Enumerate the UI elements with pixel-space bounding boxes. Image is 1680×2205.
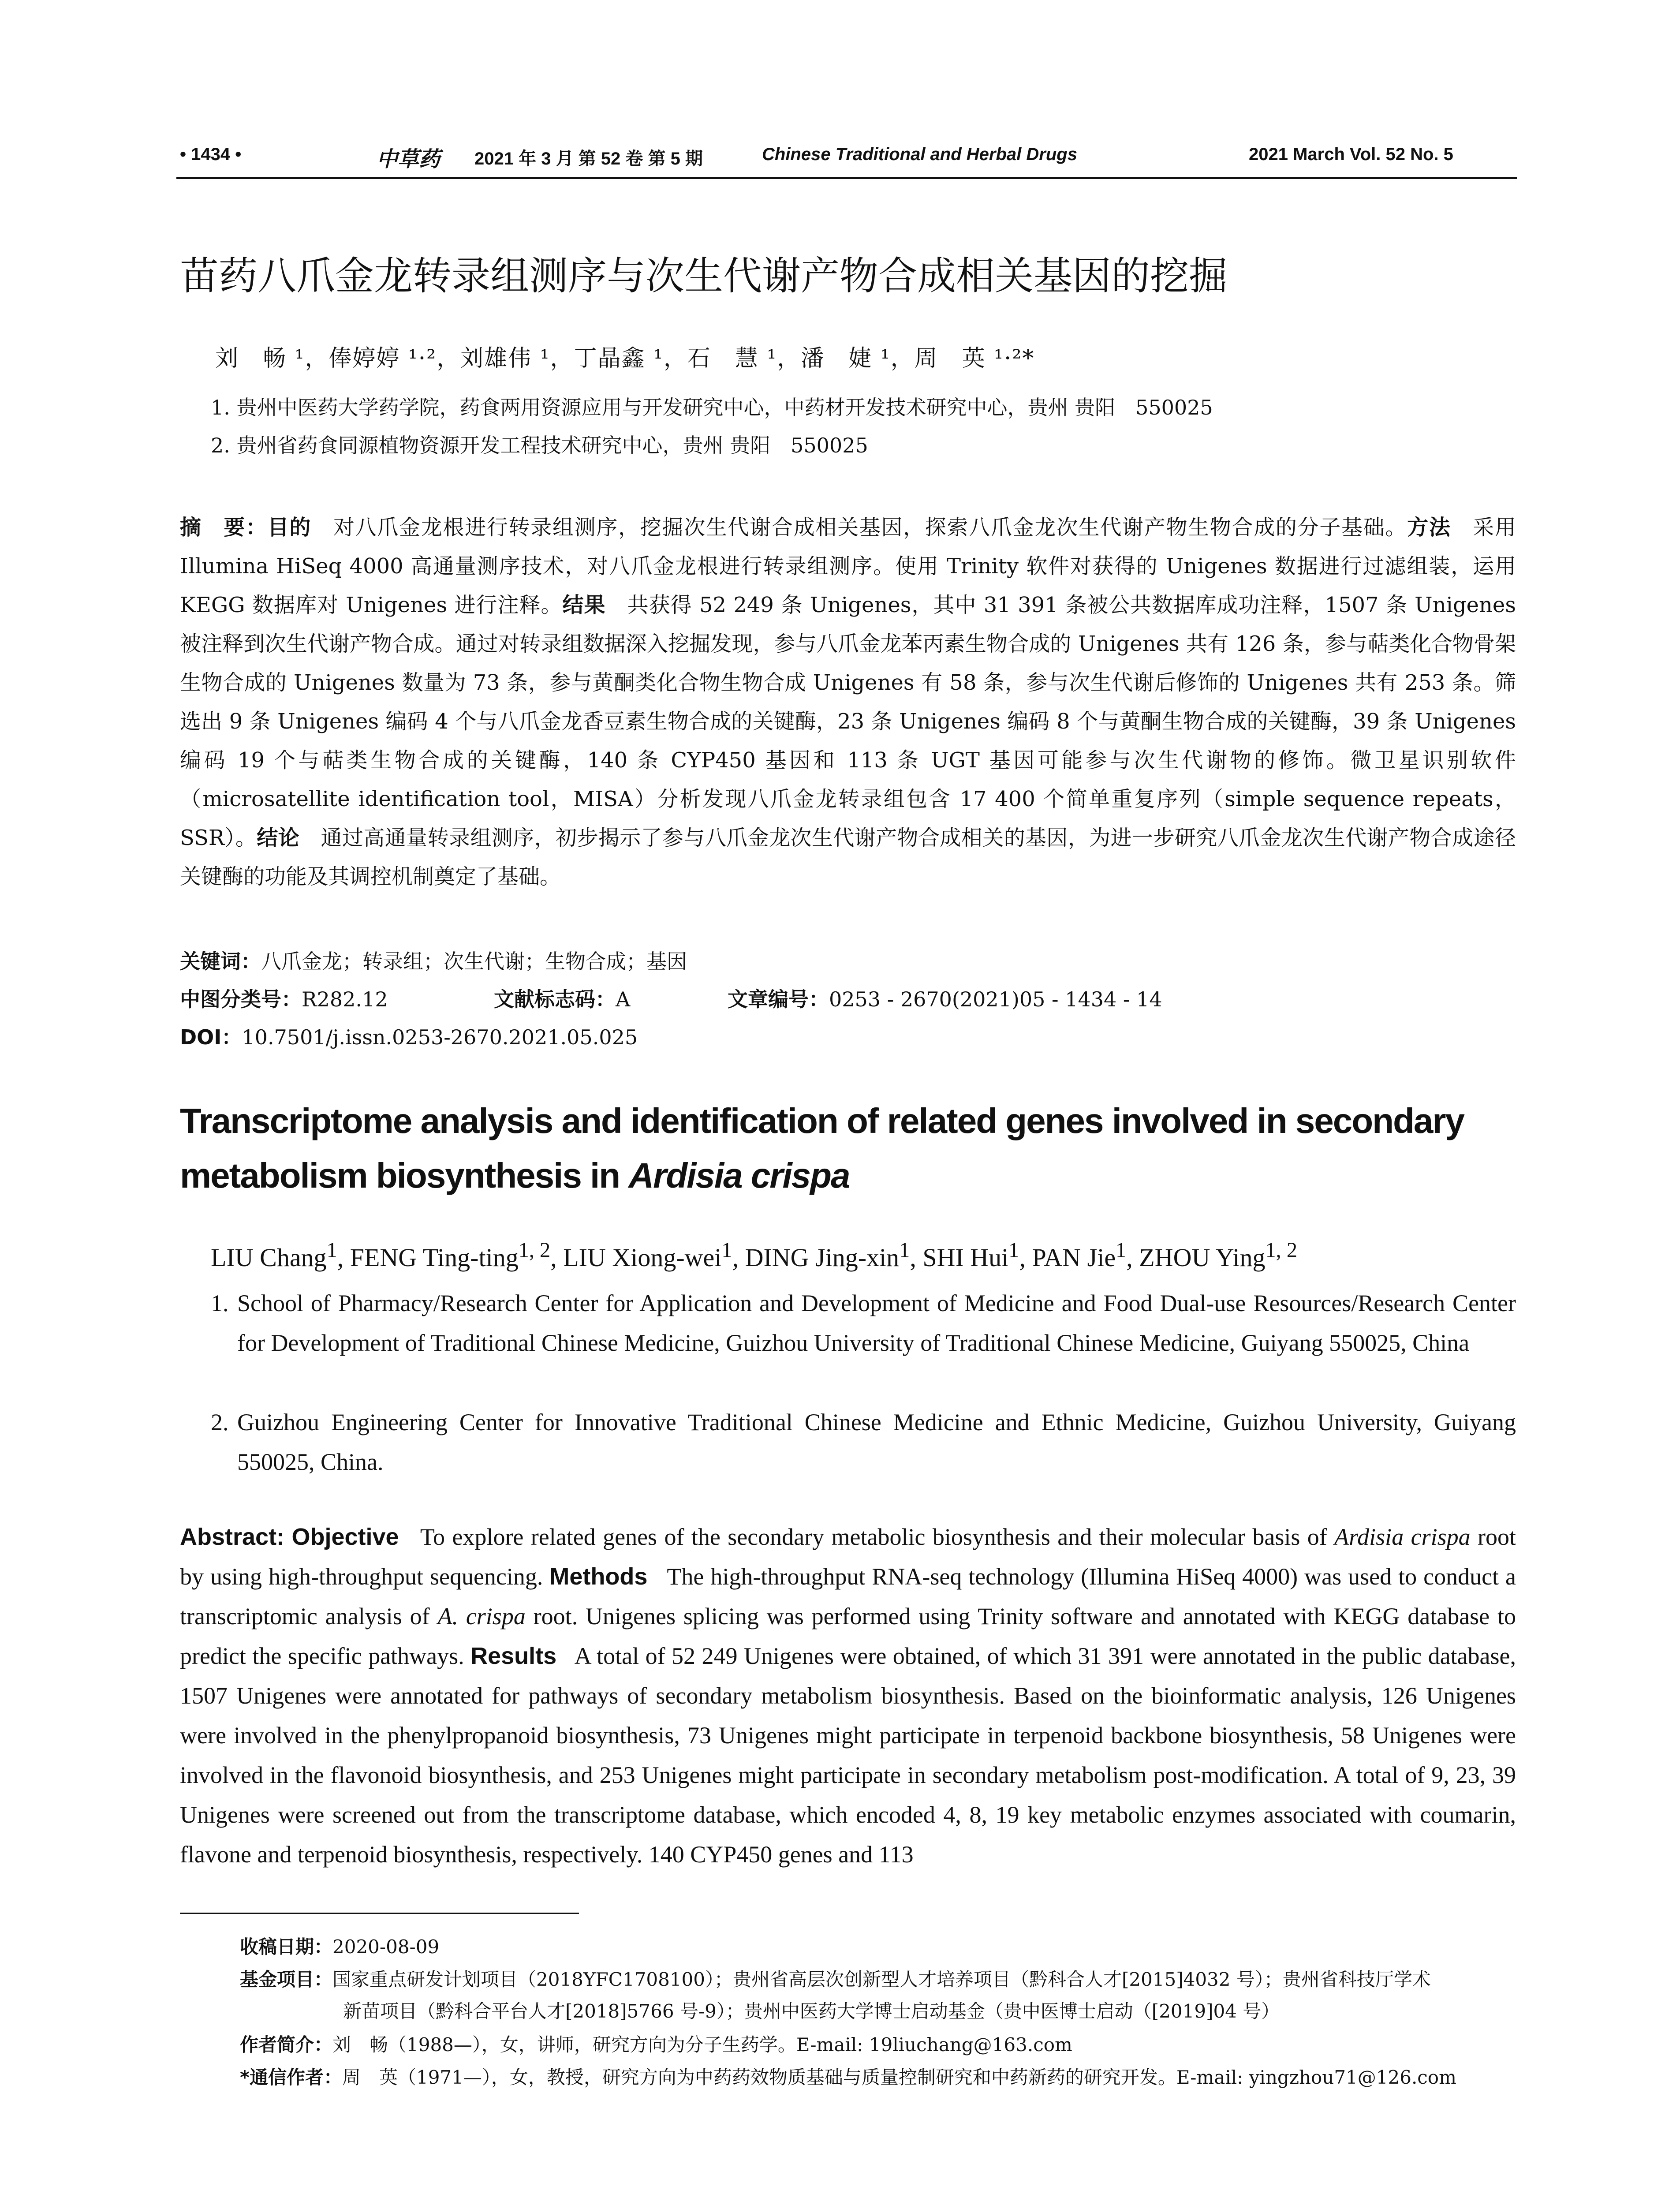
author-en: LIU Xiong-wei$^1$	[563, 1239, 732, 1272]
issue-cn: 2021 年 3 月 第 52 卷 第 5 期	[474, 149, 703, 168]
footnote-rule	[180, 1913, 579, 1914]
title-en-main: Transcriptome analysis and identification of related genes involved in secondary metabolism biosynthesis in	[180, 1101, 1464, 1195]
keywords-value: 八爪金龙；转录组；次生代谢；生物合成；基因	[261, 949, 687, 973]
affiliation-en-2: 2. Guizhou Engineering Center for Innovative Traditional Chinese Medicine and Ethnic Medicine, Guizhou University, Guiyang 550025, China.	[211, 1409, 1516, 1475]
affiliation-cn-2: 2. 贵州省药食同源植物资源开发工程技术研究中心，贵州 贵阳 550025	[211, 434, 868, 457]
footnote-fund: 基金项目：国家重点研发计划项目（2018YFC1708100）；贵州省高层次创新型人才培养项目（黔科合人才[2015]4032 号）；贵州省科技厅学术	[240, 1969, 1431, 1990]
doi-value: 10.7501/j.issn.0253-2670.2021.05.025	[242, 1025, 638, 1049]
results-en: A total of 52 249 Unigenes were obtained, of which 31 391 were annotated in the public database, 1507 Unigenes were annotated for pathways of secondary metabolism biosynthesis. Based on the bioinformatic analysis, 126 Unigenes were involved in the phenylpropanoid biosynthesis, 73 Unigenes might participate in terpenoid backbone biosynthesis, 58 Unigenes were involved in the flavonoid biosynthesis, and 253 Unigenes might participate in secondary metabolism post-modification. A total of 9, 23, 39 Unigenes were screened out from the transcriptome database, which encoded 4, 8, 19 key metabolic enzymes associated with coumarin, flavone and terpenoid biosynthesis, respectively. 140 CYP450 genes and 113	[180, 1643, 1516, 1868]
doi-line	[180, 1021, 638, 1050]
author-en: LIU Chang$^1$	[211, 1239, 337, 1272]
species-name-short: A. crispa	[437, 1603, 526, 1629]
abstract-en: Abstract: Objective To explore related genes of the secondary metabolic biosynthesis and their molecular basis of Ardisia crispa root by using high-throughput sequencing. Methods The high-throughput RNA-seq technology (Illumina HiSeq 4000) was used to conduct a transcriptomic analysis of A. crispa root. Unigenes splicing was performed using Trinity software and annotated with KEGG database to predict the specific pathways. Results A total of 52 249 Unigenes were obtained, of which 31 391 were annotated in the public database, 1507 Unigenes were annotated for pathways of secondary metabolism biosynthesis. Based on the bioinformatic analysis, 126 Unigenes were involved in the phenylpropanoid biosynthesis, 73 Unigenes might participate in terpenoid backbone biosynthesis, 58 Unigenes were involved in the flavonoid biosynthesis, and 253 Unigenes might participate in secondary metabolism post-modification. A total of 9, 23, 39 Unigenes were screened out from the transcriptome database, which encoded 4, 8, 19 key metabolic enzymes associated with coumarin, flavone and terpenoid biosynthesis, respectively. 140 CYP450 genes and 113	[180, 1524, 1516, 1868]
doc-code-value: A	[616, 987, 631, 1011]
issue-en: 2021 March Vol. 52 No. 5	[1249, 145, 1453, 164]
clc-value: R282.12	[302, 987, 388, 1011]
article-no-label: 文章编号：	[728, 987, 829, 1011]
author-en: DING Jing-xin$^1$	[745, 1239, 910, 1272]
doi-label: DOI：	[180, 1025, 242, 1049]
journal-logo-cn: 中草药	[377, 147, 441, 172]
title-cn: 苗药八爪金龙转录组测序与次生代谢产物合成相关基因的挖掘	[180, 253, 1228, 299]
methods-label-en: Methods	[549, 1563, 648, 1590]
results-cn: 共获得 52 249 条 Unigenes，其中 31 391 条被公共数据库成功注释，1507 条 Unigenes 被注释到次生代谢产物合成。通过对转录组数据深入挖掘发现，参与八爪金龙苯丙素生物合成的 Unigenes 共有 126 条，参与萜类化合物骨架生物合成的 Unigenes 数量为 73 条，参与黄酮类化合物生物合成 Unigenes 有 58 条，参与次生代谢后修饰的 Unigenes 共有 253 条。筛选出 9 条 Unigenes 编码 4 个与八爪金龙香豆素生物合成的关键酶，23 条 Unigenes 编码 8 个与黄酮生物合成的关键酶，39 条 Unigenes 编码 19 个与萜类生物合成的关键酶，140 条 CYP450 基因和 113 条 UGT 基因可能参与次生代谢物的修饰。微卫星识别软件（microsatellite identification tool，MISA）分析发现八爪金龙转录组包含 17 400 个简单重复序列（simple sequence repeats，SSR）。	[180, 593, 1516, 850]
running-header	[180, 145, 1516, 172]
clc-label: 中图分类号：	[180, 987, 302, 1011]
footnote-received: 收稿日期：2020-08-09	[240, 1936, 440, 1958]
author-en: FENG Ting-ting$^{1, 2}$	[350, 1239, 551, 1272]
keywords-cn	[180, 946, 687, 975]
methods-cn: 采用 Illumina HiSeq 4000 高通量测序技术，对八爪金龙根进行转录组测序。使用 Trinity 软件对获得的 Unigenes 数据进行过滤组装，运用 KEGG 数据库对 Unigenes 进行注释。	[180, 515, 1516, 617]
objective-label-en: Objective	[291, 1524, 399, 1550]
abstract-label-en: Abstract:	[180, 1524, 285, 1550]
methods-label-cn: 方法	[1407, 515, 1451, 540]
authors-cn: 刘 畅 ¹，俸婷婷 ¹·²，刘雄伟 ¹，丁晶鑫 ¹，石 慧 ¹，潘 婕 ¹，周 英 ¹·²*	[215, 345, 1035, 372]
objective-cn: 对八爪金龙根进行转录组测序，挖掘次生代谢合成相关基因，探索八爪金龙次生代谢产物生物合成的分子基础。	[333, 515, 1407, 540]
affiliation-en-1: 1. School of Pharmacy/Research Center for Application and Development of Medicine and Food Dual-use Resources/Research Center for Development of Traditional Chinese Medicine, Guizhou University of Traditional Chinese Medicine, Guiyang 550025, China	[211, 1290, 1516, 1356]
doc-code-label: 文献标志码：	[494, 987, 616, 1011]
author-en: PAN Jie$^1$	[1032, 1239, 1127, 1272]
keywords-label: 关键词：	[180, 949, 261, 973]
author-en: SHI Hui$^1$	[922, 1239, 1019, 1272]
article-no-value: 0253 - 2670(2021)05 - 1434 - 14	[829, 987, 1162, 1011]
page-number: • 1434 •	[180, 145, 242, 164]
journal-name-en: Chinese Traditional and Herbal Drugs	[762, 145, 1077, 164]
objective-label-cn: 目的	[267, 515, 312, 540]
footnote-author: 作者简介：刘 畅（1988—），女，讲师，研究方向为分子生药学。E-mail: 19liuchang@163.com	[240, 2034, 1072, 2056]
affiliation-cn-1: 1. 贵州中医药大学药学院，药食两用资源应用与开发研究中心，中药材开发技术研究中心，贵州 贵阳 550025	[211, 396, 1213, 419]
conclusion-label-cn: 结论	[257, 826, 300, 850]
title-en-species: Ardisia crispa	[628, 1156, 850, 1195]
author-en: ZHOU Ying$^{1, 2}$	[1139, 1239, 1298, 1272]
header-rule	[176, 177, 1517, 179]
results-label-cn: 结果	[562, 593, 606, 617]
title-en	[180, 1094, 1529, 1203]
authors-en: LIU Chang$^1$, FENG Ting-ting$^{1, 2}$, LIU Xiong-wei$^1$, DING Jing-xin$^1$, SHI Hui$^1$, PAN Jie$^1$, ZHOU Ying$^{1, 2}$	[211, 1239, 1298, 1272]
abstract-label-cn: 摘 要：	[180, 515, 268, 540]
footnote-corresponding: *通信作者：周 英（1971—），女，教授，研究方向为中药药效物质基础与质量控制研究和中药新药的研究开发。E-mail: yingzhou71@126.com	[240, 2067, 1456, 2088]
conclusion-cn: 通过高通量转录组测序，初步揭示了参与八爪金龙次生代谢产物合成相关的基因，为进一步研究八爪金龙次生代谢产物合成途径关键酶的功能及其调控机制奠定了基础。	[180, 826, 1516, 889]
species-name: Ardisia crispa	[1334, 1524, 1471, 1550]
abstract-cn	[180, 508, 1516, 896]
footnote-fund-cont: 新苗项目（黔科合平台人才[2018]5766 号-9）；贵州中医药大学博士启动基金（贵中医博士启动（[2019]04 号）	[343, 2000, 1280, 2022]
results-label-en: Results	[470, 1643, 557, 1669]
